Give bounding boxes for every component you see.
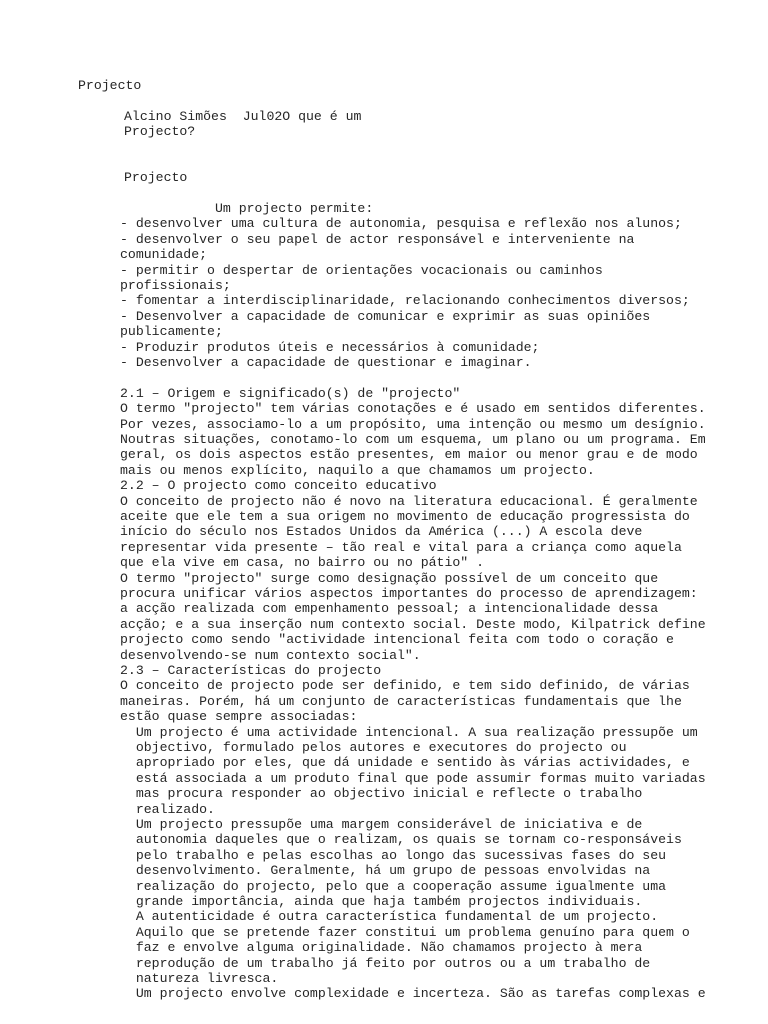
- document-line: - permitir o despertar de orientações vocacionais ou caminhos: [120, 262, 603, 278]
- document-line: início do século nos Estados Unidos da América (...) A escola deve: [120, 524, 643, 540]
- document-line: Noutras situações, conotamo-lo com um esquema, um plano ou um programa. Em: [120, 432, 706, 447]
- document-line: autonomia daqueles que o realizam, os quais se tornam co-responsáveis: [120, 832, 682, 848]
- document-line: A autenticidade é outra característica fundamental de um projecto.: [120, 909, 659, 925]
- document-line: O conceito de projecto pode ser definido, e tem sido definido, de várias: [120, 678, 690, 694]
- document-line: geral, os dois aspectos estão presentes, em maior ou menor grau e de modo: [120, 447, 698, 463]
- author-line: Projecto?: [124, 124, 196, 139]
- document-line: Aquilo que se pretende fazer constitui um problema genuíno para quem o: [120, 924, 690, 940]
- document-line: projecto como sendo "actividade intencional feita com todo o coração e: [120, 632, 674, 648]
- document-line: apropriado por eles, que dá unidade e sentido às várias actividades, e: [120, 755, 690, 771]
- document-line: Por vezes, associamo-lo a um propósito, uma intenção ou mesmo um desígnio.: [120, 416, 706, 432]
- document-line: maneiras. Porém, há um conjunto de características fundamentais que lhe: [120, 693, 682, 709]
- document-line: Um projecto é uma actividade intencional. A sua realização pressupõe um: [120, 724, 698, 740]
- document-line: estão quase sempre associadas:: [120, 709, 358, 725]
- document-line: 2.2 – O projecto como conceito educativo: [120, 478, 437, 494]
- document-line: objectivo, formulado pelos autores e executores do projecto ou: [120, 740, 627, 755]
- document-line: - Desenvolver a capacidade de comunicar e exprimir as suas opiniões: [120, 308, 651, 324]
- document-line: - desenvolver o seu papel de actor responsável e interveniente na: [120, 231, 635, 247]
- document-title: Projecto: [78, 78, 142, 93]
- document-line: comunidade;: [120, 247, 208, 263]
- document-line: O conceito de projecto não é novo na literatura educacional. É geralmente: [120, 493, 698, 509]
- document-line: mais ou menos explícito, naquilo a que chamamos um projecto.: [120, 462, 595, 478]
- document-line: Um projecto pressupõe uma margem considerável de iniciativa e de: [120, 817, 643, 832]
- document-line: 2.1 – Origem e significado(s) de "projecto": [120, 385, 461, 401]
- document-line: - fomentar a interdisciplinaridade, relacionando conhecimentos diversos;: [120, 293, 690, 309]
- author-line: Alcino Simões Jul02O que é um: [124, 109, 362, 124]
- document-line: a acção realizada com empenhamento pessoal; a intencionalidade dessa: [120, 601, 659, 617]
- document-line: O termo "projecto" tem várias conotações e é usado em sentidos diferentes.: [120, 401, 706, 417]
- document-line: Um projecto envolve complexidade e incerteza. São as tarefas complexas e: [120, 986, 706, 1002]
- document-line: publicamente;: [120, 324, 223, 340]
- document-line: que ela vive em casa, no bairro ou no pátio" .: [120, 555, 485, 571]
- document-line: faz e envolve alguma originalidade. Não chamamos projecto à mera: [120, 940, 643, 956]
- document-line: representar vida presente – tão real e vital para a criança como aquela: [120, 539, 682, 555]
- document-line: profissionais;: [120, 278, 231, 293]
- document-line: O termo "projecto" surge como designação possível de um conceito que: [120, 570, 659, 586]
- document-line: reprodução de um trabalho já feito por outros ou a um trabalho de: [120, 955, 651, 971]
- document-line: Um projecto permite:: [120, 201, 374, 216]
- document-line: - desenvolver uma cultura de autonomia, pesquisa e reflexão nos alunos;: [120, 216, 682, 232]
- document-line: desenvolvimento. Geralmente, há um grupo de pessoas envolvidas na: [120, 863, 651, 879]
- document-line: está associada a um produto final que pode assumir formas muito variadas: [120, 770, 706, 786]
- document-line: aceite que ele tem a sua origem no movimento de educação progressista do: [120, 509, 690, 524]
- document-line: 2.3 – Características do projecto: [120, 663, 382, 678]
- document-line: realizado.: [120, 801, 215, 817]
- section-heading: Projecto: [124, 170, 188, 185]
- document-line: grande importância, ainda que haja também projectos individuais.: [120, 894, 643, 909]
- document-line: desenvolvendo-se num contexto social".: [120, 647, 421, 663]
- document-line: - Desenvolver a capacidade de questionar e imaginar.: [120, 355, 532, 370]
- document-line: acção; e a sua inserção num contexto social. Deste modo, Kilpatrick define: [120, 616, 706, 632]
- document-line: natureza livresca.: [120, 971, 279, 986]
- document-line: mas procura responder ao objectivo inicial e reflecte o trabalho: [120, 786, 643, 802]
- document-line: procura unificar vários aspectos importantes do processo de aprendizagem:: [120, 586, 698, 601]
- document-line: realização do projecto, pelo que a cooperação assume igualmente uma: [120, 878, 667, 894]
- document-line: - Produzir produtos úteis e necessários à comunidade;: [120, 339, 540, 355]
- document-line: pelo trabalho e pelas escolhas ao longo das sucessivas fases do seu: [120, 847, 667, 863]
